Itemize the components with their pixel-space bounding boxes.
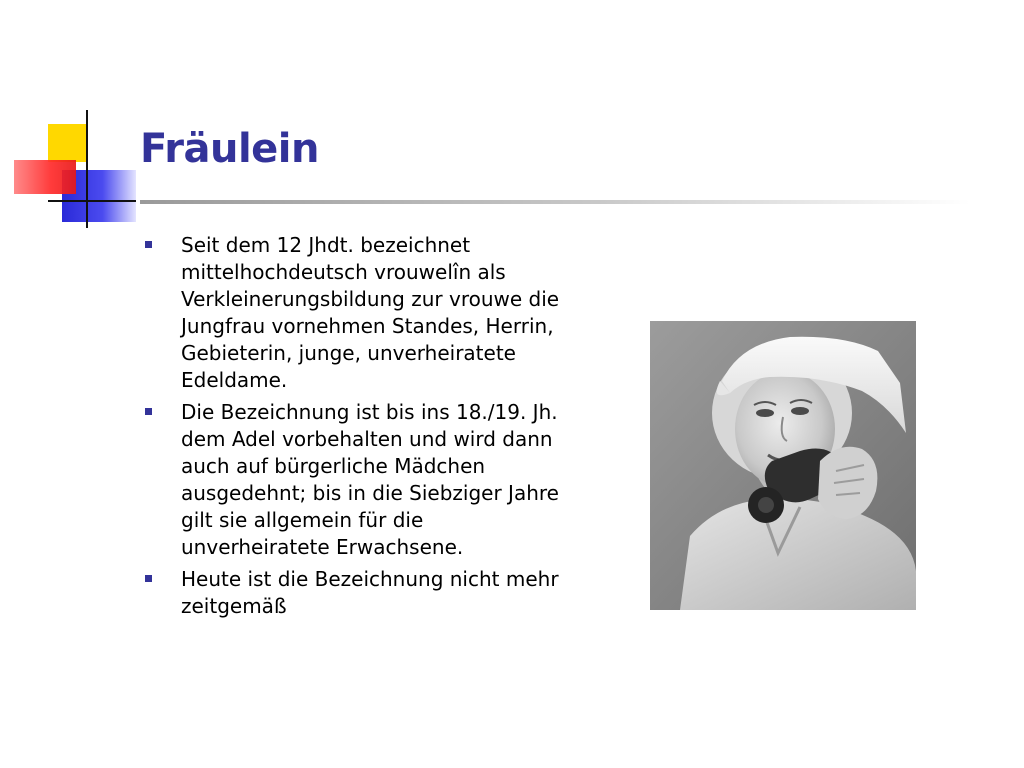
photo-illustration-icon [650, 321, 916, 610]
bullet-text: Die Bezeichnung ist bis ins 18./19. Jh. dem Adel vorbehalten und wird dann auch auf bürgerliche Mädchen ausgedehnt; bis in die Siebziger Jahre gilt sie allgemein für die unverheiratete Erwachsene. [181, 400, 559, 559]
woman-telephone-photo [650, 321, 916, 610]
bullet-list [140, 232, 570, 625]
logo-red-square [14, 160, 76, 194]
bullet-item [140, 399, 570, 561]
logo-vertical-line [86, 110, 88, 228]
title-underline [140, 200, 970, 204]
square-bullet-icon [145, 408, 152, 415]
logo-yellow-square [48, 124, 86, 162]
square-bullet-icon [145, 575, 152, 582]
bullet-text: Heute ist die Bezeichnung nicht mehr zeitgemäß [181, 567, 559, 618]
bullet-item [140, 232, 570, 394]
bullet-item [140, 566, 570, 620]
decorative-logo [0, 0, 150, 240]
slide-title: Fräulein [140, 126, 319, 172]
bullet-text: Seit dem 12 Jhdt. bezeichnet mittelhochdeutsch vrouwelîn als Verkleinerungsbildung zur vrouwe die Jungfrau vornehmen Standes, Herrin, Gebieterin, junge, unverheiratete Edeldame. [181, 233, 560, 392]
logo-horizontal-line [48, 200, 136, 202]
square-bullet-icon [145, 241, 152, 248]
